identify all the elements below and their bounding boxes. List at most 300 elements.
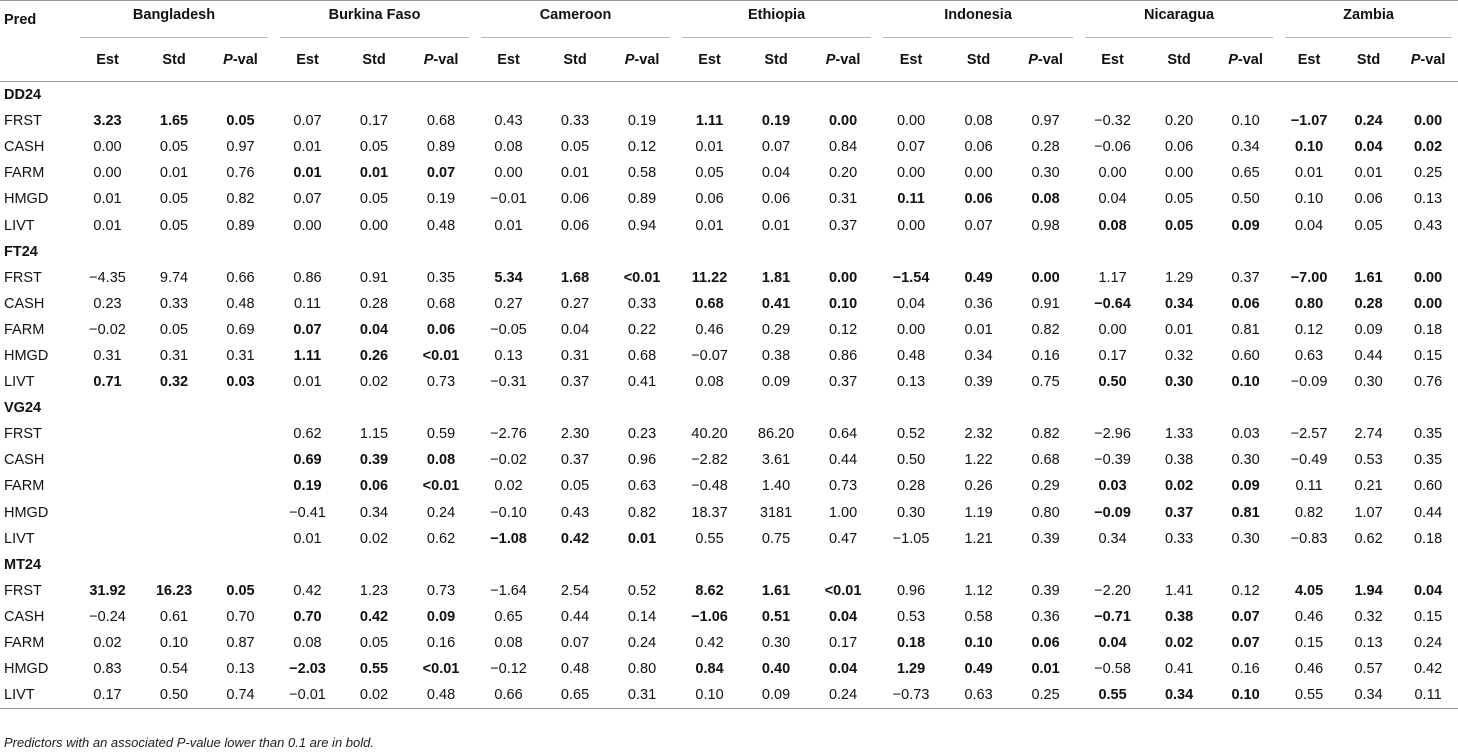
predictor-label: FRST bbox=[4, 269, 42, 286]
pvalue-cell: 0.37 bbox=[1231, 269, 1260, 286]
std-cell bbox=[1339, 291, 1398, 317]
pvalue-cell: 0.58 bbox=[627, 165, 657, 182]
estimate-cell-bold: 0.71 bbox=[93, 374, 122, 391]
estimate-cell-bold: 0.07 bbox=[293, 321, 322, 338]
estimate-cell: 0.00 bbox=[93, 139, 122, 156]
estimate-cell: 0.01 bbox=[695, 217, 724, 234]
pvalue-cell: 0.43 bbox=[1413, 217, 1443, 234]
estimate-cell bbox=[877, 265, 945, 291]
std-cell: 0.54 bbox=[159, 661, 189, 678]
estimate-cell: −0.58 bbox=[1094, 661, 1131, 678]
pval-header bbox=[809, 38, 877, 82]
table-row bbox=[0, 578, 1458, 604]
std-cell: 0.27 bbox=[560, 295, 590, 312]
pvalue-cell bbox=[1012, 265, 1079, 291]
pvalue-cell-bold: 0.00 bbox=[1413, 295, 1443, 312]
std-cell: 0.06 bbox=[964, 139, 993, 156]
std-cell: 1.23 bbox=[359, 582, 389, 599]
estimate-cell: 0.05 bbox=[695, 165, 724, 182]
estimate-cell: 0.15 bbox=[1294, 635, 1324, 652]
pvalue-cell: 0.35 bbox=[426, 269, 456, 286]
est-header: Est bbox=[1101, 51, 1124, 68]
estimate-cell-bold: 5.34 bbox=[494, 269, 523, 286]
pvalue-cell bbox=[407, 656, 475, 682]
std-cell: 0.34 bbox=[1354, 687, 1383, 704]
pvalue-cell: 0.76 bbox=[1413, 374, 1443, 391]
pvalue-cell: 0.94 bbox=[627, 217, 657, 234]
estimate-cell: 0.04 bbox=[1294, 217, 1324, 234]
std-cell-bold: 1.68 bbox=[560, 269, 590, 286]
pvalue-cell: 0.65 bbox=[1231, 165, 1260, 182]
std-cell: 1.07 bbox=[1354, 504, 1383, 521]
pvalue-cell: 0.16 bbox=[1231, 661, 1260, 678]
predictor-label: LIVT bbox=[4, 687, 35, 704]
std-cell-bold: 0.42 bbox=[560, 530, 590, 547]
table-row bbox=[0, 604, 1458, 630]
estimate-cell: 0.34 bbox=[1098, 530, 1127, 547]
estimate-cell: −2.76 bbox=[490, 426, 527, 443]
estimate-cell: 0.01 bbox=[293, 139, 322, 156]
estimate-cell bbox=[1279, 265, 1339, 291]
pvalue-cell: 0.12 bbox=[1231, 582, 1260, 599]
pval-header bbox=[1398, 38, 1458, 82]
std-cell: 0.53 bbox=[1354, 452, 1383, 469]
pvalue-cell: 0.14 bbox=[627, 608, 657, 625]
table-row bbox=[0, 447, 1458, 473]
std-cell: 0.48 bbox=[560, 661, 590, 678]
std-cell-bold: 0.04 bbox=[1354, 139, 1383, 156]
std-cell bbox=[141, 369, 207, 395]
pvalue-cell: 0.15 bbox=[1413, 608, 1443, 625]
pvalue-cell bbox=[809, 656, 877, 682]
pvalue-cell bbox=[1212, 291, 1279, 317]
pval-header-italic: P bbox=[1228, 51, 1238, 68]
pvalue-cell-bold: 0.10 bbox=[1231, 687, 1260, 704]
pvalue-cell: 0.82 bbox=[1031, 321, 1060, 338]
std-cell-bold: 0.26 bbox=[359, 347, 389, 364]
estimate-cell: 18.37 bbox=[691, 504, 728, 521]
estimate-cell: 0.07 bbox=[293, 113, 322, 130]
std-cell: 1.22 bbox=[964, 452, 993, 469]
group-label: VG24 bbox=[4, 400, 42, 417]
predictor-label: FRST bbox=[4, 426, 42, 443]
pvalue-cell bbox=[1398, 265, 1458, 291]
estimate-cell: −2.57 bbox=[1290, 426, 1328, 443]
estimate-cell-bold: 0.11 bbox=[897, 191, 925, 208]
std-cell: 0.05 bbox=[159, 321, 189, 338]
std-cell: 0.05 bbox=[359, 191, 389, 208]
estimate-cell-bold: 0.04 bbox=[1098, 635, 1127, 652]
predictor-label: HMGD bbox=[4, 504, 49, 521]
pvalue-cell: 0.15 bbox=[1413, 347, 1443, 364]
estimate-cell-bold: 0.08 bbox=[1098, 217, 1127, 234]
group-row bbox=[0, 552, 1458, 578]
pvalue-cell: 0.68 bbox=[627, 347, 657, 364]
pval-header bbox=[407, 38, 475, 82]
estimate-cell-bold: 0.03 bbox=[1098, 478, 1127, 495]
std-cell-bold: 0.24 bbox=[1354, 113, 1383, 130]
pvalue-cell: 0.82 bbox=[627, 504, 657, 521]
pvalue-cell-bold: 0.00 bbox=[1413, 113, 1443, 130]
pvalue-cell bbox=[407, 317, 475, 343]
std-cell bbox=[341, 343, 407, 369]
pvalue-cell-bold: 0.08 bbox=[426, 452, 456, 469]
std-cell bbox=[141, 500, 207, 526]
pvalue-cell-bold: 0.00 bbox=[1413, 269, 1443, 286]
pvalue-cell: 0.84 bbox=[828, 139, 858, 156]
pvalue-cell-bold: 0.04 bbox=[828, 608, 858, 625]
pvalue-cell bbox=[608, 265, 676, 291]
std-header: Std bbox=[162, 51, 186, 68]
pvalue-cell bbox=[809, 291, 877, 317]
pvalue-cell: 0.59 bbox=[426, 426, 456, 443]
predictor-label: HMGD bbox=[4, 191, 49, 208]
pvalue-cell-bold: 0.06 bbox=[1231, 295, 1260, 312]
std-cell bbox=[743, 291, 809, 317]
estimate-cell: −0.10 bbox=[490, 504, 527, 521]
std-cell: 0.61 bbox=[159, 608, 189, 625]
pvalue-cell bbox=[407, 160, 475, 186]
std-cell: 9.74 bbox=[159, 269, 189, 286]
pval-header-italic: P bbox=[825, 51, 836, 68]
pvalue-cell: 0.19 bbox=[627, 113, 657, 130]
std-cell: 0.05 bbox=[560, 139, 590, 156]
estimate-cell-bold: 0.69 bbox=[293, 452, 322, 469]
estimate-cell-bold: −1.07 bbox=[1290, 113, 1328, 130]
country-name: Burkina Faso bbox=[328, 6, 421, 23]
std-cell: 3181 bbox=[759, 504, 793, 521]
group-label: MT24 bbox=[4, 556, 42, 573]
table-row bbox=[0, 186, 1458, 212]
pvalue-cell: 0.52 bbox=[627, 582, 657, 599]
country-header bbox=[1079, 1, 1279, 39]
pvalue-cell bbox=[207, 369, 274, 395]
std-cell: 0.37 bbox=[560, 452, 590, 469]
estimate-cell: −0.01 bbox=[490, 191, 527, 208]
pval-header bbox=[608, 38, 676, 82]
estimate-cell-bold: 31.92 bbox=[89, 582, 126, 599]
pvalue-cell bbox=[1212, 682, 1279, 709]
country-name: Nicaragua bbox=[1144, 6, 1215, 23]
estimate-cell: 0.42 bbox=[695, 635, 724, 652]
stat-header-row bbox=[0, 38, 1458, 82]
pvalue-cell: 0.47 bbox=[828, 530, 858, 547]
std-cell: 0.07 bbox=[560, 635, 590, 652]
pvalue-cell: 0.17 bbox=[828, 635, 858, 652]
pvalue-cell: 0.16 bbox=[426, 635, 456, 652]
pvalue-cell: 0.25 bbox=[1413, 165, 1443, 182]
estimate-cell bbox=[1079, 291, 1146, 317]
estimate-cell bbox=[676, 656, 743, 682]
pvalue-cell: 0.31 bbox=[627, 687, 657, 704]
pvalue-cell: 0.29 bbox=[1031, 478, 1060, 495]
pred-header-spacer bbox=[0, 38, 74, 82]
estimate-cell-bold: −1.06 bbox=[691, 608, 728, 625]
est-header: Est bbox=[1297, 51, 1321, 68]
estimate-cell-bold: 0.70 bbox=[293, 608, 322, 625]
group-label: DD24 bbox=[4, 87, 42, 104]
std-cell: 0.05 bbox=[1164, 191, 1194, 208]
pvalue-cell: 0.28 bbox=[1031, 139, 1060, 156]
std-cell bbox=[1146, 369, 1212, 395]
pvalue-cell: 0.18 bbox=[1413, 321, 1443, 338]
pvalue-cell-bold: 0.08 bbox=[1031, 191, 1060, 208]
estimate-cell: 0.23 bbox=[93, 295, 122, 312]
pvalue-cell-bold: <0.01 bbox=[824, 582, 862, 599]
std-cell-bold: 0.01 bbox=[359, 165, 389, 182]
std-cell: 0.13 bbox=[1354, 635, 1383, 652]
estimate-cell: 0.07 bbox=[896, 139, 926, 156]
pvalue-cell: 0.18 bbox=[1413, 530, 1443, 547]
estimate-cell-bold: −0.71 bbox=[1094, 608, 1131, 625]
estimate-cell: 0.30 bbox=[896, 504, 926, 521]
std-cell bbox=[341, 656, 407, 682]
pvalue-cell: 0.87 bbox=[226, 635, 255, 652]
pval-header-italic: P bbox=[1028, 51, 1038, 68]
country-header bbox=[676, 1, 877, 39]
pvalue-cell bbox=[407, 473, 475, 499]
pvalue-cell bbox=[1398, 134, 1458, 160]
pval-header-italic: P bbox=[624, 51, 635, 68]
estimate-cell bbox=[1079, 682, 1146, 709]
pvalue-cell: 0.33 bbox=[627, 295, 657, 312]
pvalue-cell: 0.86 bbox=[828, 347, 858, 364]
estimate-cell: 0.86 bbox=[293, 269, 322, 286]
std-header: Std bbox=[1356, 51, 1381, 68]
std-cell: 0.36 bbox=[964, 295, 993, 312]
std-cell-bold: 1.61 bbox=[761, 582, 791, 599]
estimate-cell: 0.01 bbox=[293, 530, 322, 547]
predictor-label: LIVT bbox=[4, 530, 35, 547]
pvalue-cell: 0.22 bbox=[627, 321, 657, 338]
std-cell bbox=[341, 447, 407, 473]
country-header-row bbox=[0, 1, 1458, 39]
predictor-label: CASH bbox=[4, 295, 45, 312]
std-cell bbox=[1339, 108, 1398, 134]
std-cell bbox=[945, 265, 1012, 291]
estimate-cell-bold: −0.64 bbox=[1094, 295, 1131, 312]
estimate-cell-bold: 0.68 bbox=[695, 295, 724, 312]
std-cell-bold: 0.05 bbox=[1164, 217, 1194, 234]
pvalue-cell-bold: 0.09 bbox=[1231, 217, 1260, 234]
std-cell: 2.30 bbox=[560, 426, 590, 443]
estimate-cell: 0.12 bbox=[1294, 321, 1324, 338]
estimate-cell bbox=[274, 343, 341, 369]
estimate-cell: −0.83 bbox=[1290, 530, 1328, 547]
estimate-cell bbox=[74, 473, 141, 499]
std-cell: 0.34 bbox=[359, 504, 389, 521]
pvalue-cell-bold: 0.04 bbox=[828, 661, 858, 678]
estimate-cell: 0.00 bbox=[1098, 165, 1127, 182]
pvalue-cell: 0.37 bbox=[828, 374, 858, 391]
std-cell: 0.05 bbox=[359, 635, 389, 652]
std-cell: 1.21 bbox=[964, 530, 993, 547]
std-cell bbox=[743, 604, 809, 630]
predictor-label: CASH bbox=[4, 452, 45, 469]
pval-header-suffix: -val bbox=[433, 51, 459, 68]
estimate-cell bbox=[1079, 604, 1146, 630]
predictor-label: LIVT bbox=[4, 374, 35, 391]
estimate-cell: 0.04 bbox=[1098, 191, 1127, 208]
estimate-cell-bold: 0.55 bbox=[1098, 687, 1127, 704]
std-cell bbox=[141, 578, 207, 604]
estimate-cell: −0.41 bbox=[289, 504, 326, 521]
estimate-cell: −0.12 bbox=[490, 661, 527, 678]
std-cell-bold: 0.38 bbox=[1164, 608, 1194, 625]
country-header bbox=[274, 1, 475, 39]
estimate-cell: 0.01 bbox=[93, 191, 122, 208]
pvalue-cell: 0.96 bbox=[627, 452, 657, 469]
table-row bbox=[0, 682, 1458, 709]
group-label: FT24 bbox=[4, 243, 38, 260]
pvalue-cell: 1.00 bbox=[828, 504, 858, 521]
pvalue-cell-bold: 0.00 bbox=[828, 113, 858, 130]
estimate-cell: 0.46 bbox=[1294, 661, 1324, 678]
std-cell-bold: 0.55 bbox=[359, 661, 389, 678]
pvalue-cell bbox=[207, 473, 274, 499]
estimate-cell: 0.55 bbox=[695, 530, 724, 547]
pvalue-cell: 0.11 bbox=[1414, 687, 1442, 704]
table-row bbox=[0, 212, 1458, 238]
pvalue-cell-bold: 0.81 bbox=[1231, 504, 1260, 521]
estimate-cell: 0.46 bbox=[695, 321, 724, 338]
pvalue-cell bbox=[207, 526, 274, 552]
pvalue-cell: 0.34 bbox=[1231, 139, 1260, 156]
country-name: Indonesia bbox=[944, 6, 1012, 23]
std-cell: 1.33 bbox=[1164, 426, 1194, 443]
pvalue-cell: 0.35 bbox=[1413, 426, 1443, 443]
pvalue-cell: 0.36 bbox=[1031, 608, 1060, 625]
pvalue-cell: 0.44 bbox=[1413, 504, 1443, 521]
estimate-cell bbox=[877, 656, 945, 682]
pvalue-cell: 0.48 bbox=[426, 217, 456, 234]
estimate-cell bbox=[1079, 369, 1146, 395]
std-cell bbox=[743, 108, 809, 134]
estimate-cell bbox=[274, 604, 341, 630]
pvalue-cell: 0.24 bbox=[426, 504, 456, 521]
std-cell: 2.74 bbox=[1354, 426, 1383, 443]
std-cell: 0.09 bbox=[761, 374, 791, 391]
std-cell: 0.02 bbox=[359, 374, 389, 391]
estimate-cell: 0.62 bbox=[293, 426, 322, 443]
estimate-cell bbox=[475, 526, 542, 552]
std-cell-bold: 0.02 bbox=[1164, 635, 1194, 652]
std-cell: 0.10 bbox=[159, 635, 189, 652]
pvalue-cell-bold: 0.00 bbox=[1031, 269, 1060, 286]
pvalue-cell: 0.89 bbox=[426, 139, 456, 156]
estimate-cell-bold: 3.23 bbox=[93, 113, 122, 130]
pvalue-cell: 0.12 bbox=[627, 139, 657, 156]
estimate-cell bbox=[1279, 578, 1339, 604]
predictor-label: HMGD bbox=[4, 347, 49, 364]
std-cell: 0.39 bbox=[964, 374, 993, 391]
estimate-cell bbox=[877, 186, 945, 212]
std-cell: 0.44 bbox=[1354, 347, 1383, 364]
estimate-cell bbox=[274, 447, 341, 473]
estimate-cell-bold: −2.03 bbox=[289, 661, 326, 678]
std-cell-bold: 0.51 bbox=[761, 608, 791, 625]
table-row bbox=[0, 473, 1458, 499]
std-cell: 0.08 bbox=[964, 113, 993, 130]
pvalue-cell bbox=[1398, 578, 1458, 604]
pvalue-cell-bold: <0.01 bbox=[422, 478, 460, 495]
predictor-label: FRST bbox=[4, 582, 42, 599]
estimate-cell: 0.66 bbox=[494, 687, 523, 704]
estimate-cell: 0.48 bbox=[896, 347, 926, 364]
std-cell: 0.07 bbox=[761, 139, 791, 156]
pvalue-cell bbox=[809, 578, 877, 604]
std-cell-bold: 0.04 bbox=[359, 321, 389, 338]
std-cell bbox=[141, 421, 207, 447]
pvalue-cell: 0.13 bbox=[226, 661, 255, 678]
pvalue-cell-bold: 0.00 bbox=[828, 269, 858, 286]
est-header: Est bbox=[96, 51, 119, 68]
pvalue-cell: 0.66 bbox=[226, 269, 255, 286]
pvalue-cell: 0.74 bbox=[226, 687, 255, 704]
estimate-cell bbox=[274, 317, 341, 343]
estimate-cell: −0.49 bbox=[1290, 452, 1328, 469]
pvalue-cell: 0.24 bbox=[828, 687, 858, 704]
estimate-cell: 0.02 bbox=[93, 635, 122, 652]
pvalue-cell: 0.63 bbox=[627, 478, 657, 495]
pvalue-cell-bold: 0.01 bbox=[1031, 661, 1060, 678]
std-cell: 0.01 bbox=[1354, 165, 1383, 182]
estimate-cell: −0.39 bbox=[1094, 452, 1131, 469]
std-cell: 0.01 bbox=[964, 321, 993, 338]
estimate-cell: 0.13 bbox=[494, 347, 523, 364]
std-cell: 0.43 bbox=[560, 504, 590, 521]
pval-header-suffix: -val bbox=[634, 51, 660, 68]
table-row bbox=[0, 134, 1458, 160]
std-cell: 0.06 bbox=[1354, 191, 1383, 208]
pvalue-cell: 0.30 bbox=[1231, 530, 1260, 547]
estimate-cell: −0.32 bbox=[1094, 113, 1131, 130]
estimate-cell: −0.06 bbox=[1094, 139, 1131, 156]
std-cell: 1.15 bbox=[359, 426, 389, 443]
pvalue-cell: 0.80 bbox=[1031, 504, 1060, 521]
pvalue-cell-bold: 0.10 bbox=[828, 295, 858, 312]
std-cell: 0.33 bbox=[1164, 530, 1194, 547]
pvalue-cell: 0.68 bbox=[1031, 452, 1060, 469]
estimate-cell: 0.00 bbox=[1098, 321, 1127, 338]
estimate-cell-bold: 1.11 bbox=[293, 347, 322, 364]
pvalue-cell-bold: 0.09 bbox=[1231, 478, 1260, 495]
estimate-cell: 0.82 bbox=[1294, 504, 1324, 521]
pval-header-italic: P bbox=[423, 51, 434, 68]
pvalue-cell-bold: 0.05 bbox=[226, 113, 255, 130]
std-cell-bold: 0.49 bbox=[964, 269, 993, 286]
country-header bbox=[74, 1, 274, 39]
estimate-cell bbox=[676, 108, 743, 134]
estimate-cell: 0.10 bbox=[1294, 191, 1324, 208]
pvalue-cell: 0.39 bbox=[1031, 530, 1060, 547]
pvalue-cell: 0.98 bbox=[1031, 217, 1060, 234]
pval-header-suffix: -val bbox=[1037, 51, 1063, 68]
pvalue-cell: 0.80 bbox=[627, 661, 657, 678]
std-cell: 0.00 bbox=[359, 217, 389, 234]
pvalue-cell-bold: 0.01 bbox=[627, 530, 657, 547]
std-cell: 0.01 bbox=[761, 217, 791, 234]
estimate-cell: 0.01 bbox=[293, 374, 322, 391]
pvalue-cell: 0.24 bbox=[1413, 635, 1443, 652]
pvalue-cell: 0.60 bbox=[1231, 347, 1260, 364]
std-cell: 0.05 bbox=[159, 139, 189, 156]
std-cell: 1.29 bbox=[1164, 269, 1194, 286]
pvalue-cell: 0.03 bbox=[1231, 426, 1260, 443]
pvalue-cell: 0.42 bbox=[1413, 661, 1443, 678]
estimate-cell: 0.17 bbox=[93, 687, 122, 704]
pvalue-cell: 0.50 bbox=[1231, 191, 1260, 208]
